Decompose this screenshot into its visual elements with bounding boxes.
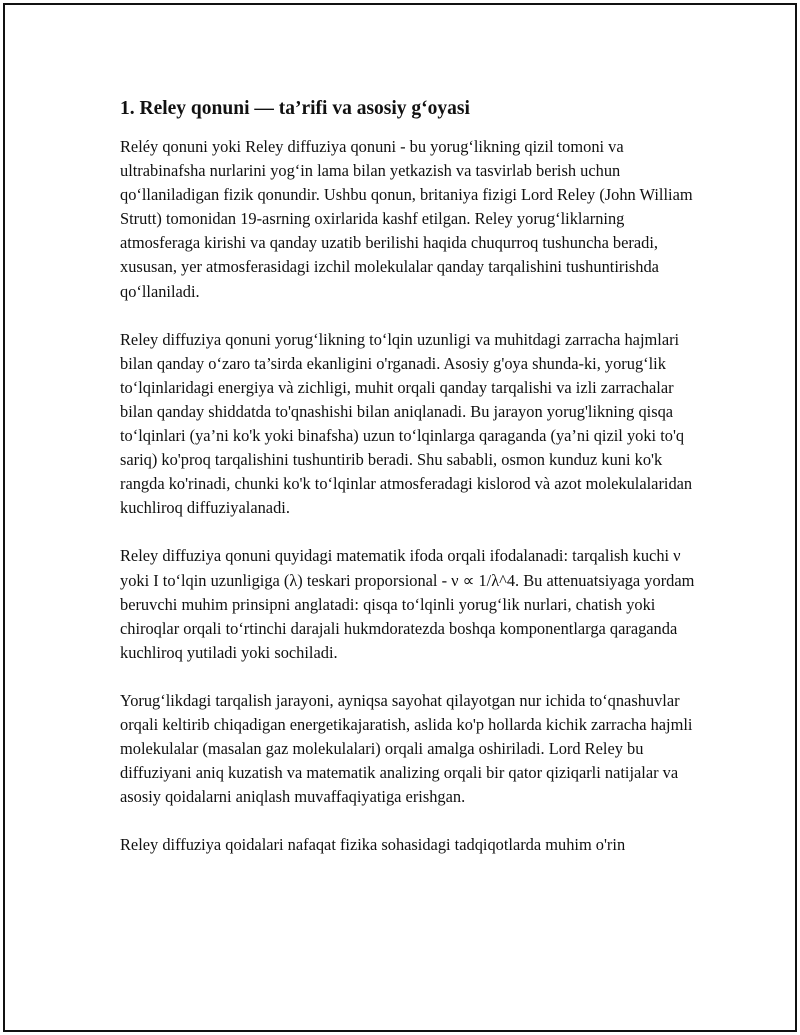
paragraph: Reléy qonuni yoki Reley diffuziya qonuni - bu yorug‘likning qizil tomoni va ultrabinafsha nurlarini yog‘in lama bilan yetkazish va tasvirlab berish uchun qo‘llaniladigan fizik qonundir. Ushbu qonun, britaniya fizigi Lord Reley (John William Strutt) tomonidan 19-asrning oxirlarida kashf etilgan. Reley yorug‘liklarning atmosferaga kirishi va qanday uzatib berilishi haqida chuqurroq tushuncha beradi, xususan, yer atmosferasidagi izchil molekulalar qanday tarqalishini tushuntirishda qo‘llaniladi. bbox=[120, 137, 693, 301]
paragraph: Reley diffuziya qonuni yorug‘likning to‘lqin uzunligi va muhitdagi zarracha hajmlari bilan qanday o‘zaro ta’sirda ekanligini o'rganadi. Asosiy g'oya shunda-ki, yorug‘lik to‘lqinlaridagi energiya và zichligi, muhit orqali qanday tarqalishi va izli zarrachalar bilan qanday shiddatda to'qnashishi bilan aniqlanadi. Bu jarayon yorug'likning qisqa to‘lqinlari (ya’ni ko'k yoki binafsha) uzun to‘lqinlarga qaraganda (ya’ni qizil yoki to'q sariq) ko'proq tarqalishini tushuntirib beradi. Shu sababli, osmon kunduz kuni ko'k rangda ko'rinadi, chunki ko'k to‘lqinlar atmosferadagi kislorod và azot molekulalaridan kuchliroq diffuziyalanadi. bbox=[120, 329, 693, 518]
paragraph: Reley diffuziya qonuni quyidagi matematik ifoda orqali ifodalanadi: tarqalish kuchi ν yoki I to‘lqin uzunligiga (λ) teskari proporsional - ν ∝ 1/λ^4. Bu attenuatsiyaga yordam beruvchi muhim prinsipni anglatadi: qisqa to‘lqinli yorug‘lik nurlari, chatish yoki chiroqlar orqali to‘rtinchi darajali hukmdoratezda boshqa komponentlarga qaraganda kuchliroq yutiladi yoki sochiladi. bbox=[120, 546, 695, 662]
section-heading: 1. Reley qonuni — ta’rifi va asosiy g‘oyasi bbox=[120, 98, 470, 119]
paragraph: Yorug‘likdagi tarqalish jarayoni, ayniqsa sayohat qilayotgan nur ichida to‘qnashuvlar orqali keltirib chiqadigan energetikajaratish, aslida ko'p hollarda kichik zarracha hajmli molekulalar (masalan gaz molekulalari) orqali amalga oshiriladi. Lord Reley bu diffuziyani aniq kuzatish va matematik analizing orqali bir qator qiziqarli natijalar va asosiy qoidalarni aniqlash muvaffaqiyatiga erishgan. bbox=[120, 690, 693, 807]
document-page bbox=[3, 3, 797, 1032]
paragraph: Reley diffuziya qoidalari nafaqat fizika sohasidagi tadqiqotlarda muhim o'rin bbox=[120, 835, 626, 855]
document-content bbox=[120, 96, 695, 881]
